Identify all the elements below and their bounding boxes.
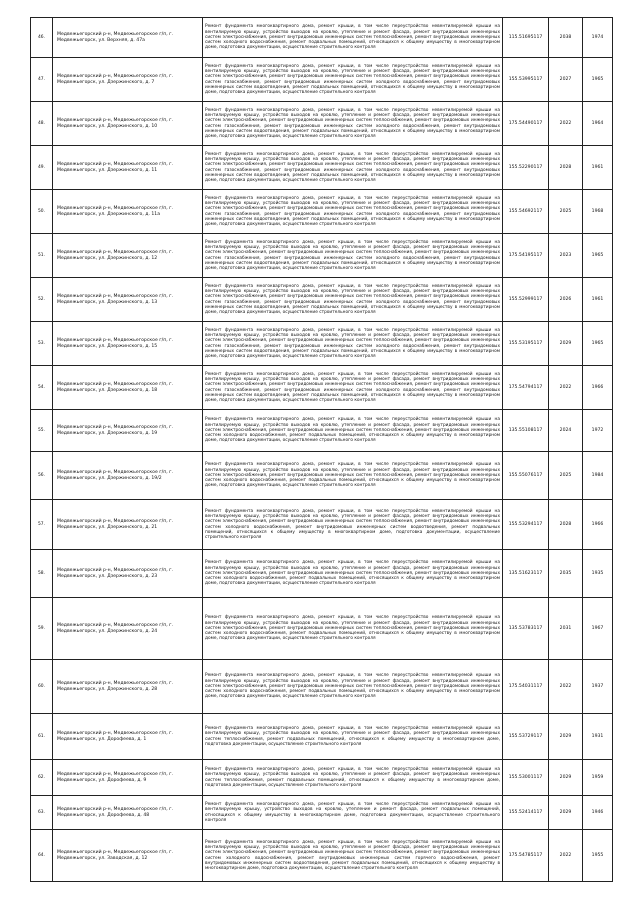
table-row: [31, 660, 613, 714]
row-number: 55.: [31, 410, 53, 452]
row-works: Ремонт фундамента многоквартирного дома, ремонт крыши, в том числе переустройство невентилируемой крыши на вентилируемую крышу, устройство выходов на кровлю, утепление и ремонт фасада, ремонт внутридомовых инженерных систем электроснабжения, ремонт внутридомовых инженерных систем теплоснабжения, ремонт внутридомовых инженерных систем холодного водоснабжения, ремонт подвальных помещений, относящихся к общему имуществу в многоквартирном доме, подготовка документации, осуществление строительного контроля: [203, 550, 503, 598]
row-works: Ремонт фундамента многоквартирного дома, ремонт крыши, в том числе переустройство невентилируемой крыши на вентилируемую крышу, устройство выходов на кровлю, утепление и ремонт фасада, ремонт внутридомовых инженерных систем электроснабжения, ремонт внутридомовых инженерных систем теплоснабжения, ремонт внутридомовых инженерных систем холодного водоснабжения, ремонт подвальных помещений, относящихся к общему имуществу в многоквартирном доме, подготовка документации, осуществление строительного контроля: [203, 660, 503, 714]
row-repair-year: 2027: [549, 58, 583, 102]
row-code: 135.53783117: [503, 598, 549, 660]
row-built-year: 1972: [583, 410, 613, 452]
row-repair-year: 2029: [549, 714, 583, 760]
row-address: Медвежьегорский р-н, Медвежьегорское г/п, г. Медвежьегорск, ул. Дзержинского, д. 11а: [53, 190, 203, 234]
row-works: Ремонт фундамента многоквартирного дома, ремонт крыши, в том числе переустройство невентилируемой крыши на вентилируемую крышу, устройство выходов на кровлю, утепление и ремонт фасада, ремонт внутридомовых инженерных систем электроснабжения, ремонт внутридомовых инженерных систем теплоснабжения, ремонт внутридомовых инженерных систем холодного водоснабжения, ремонт подвальных помещений, относящихся к общему имуществу в многоквартирном доме, подготовка документации, осуществление строительного контроля: [203, 410, 503, 452]
row-address: Медвежьегорский р-н, Медвежьегорское г/п, г. Медвежьегорск, ул. Дорофеева, д. 9: [53, 760, 203, 796]
row-built-year: 1955: [583, 830, 613, 882]
row-code: 135.51623117: [503, 550, 549, 598]
row-code: 155.55076117: [503, 452, 549, 500]
row-works: Ремонт фундамента многоквартирного дома, ремонт крыши, в том числе переустройство невентилируемой крыши на вентилируемую крышу, устройство выходов на кровлю, утепление и ремонт фасада, ремонт внутридомовых инженерных систем теплоснабжения, ремонт подвальных помещений, относящихся к общему имуществу в многоквартирном доме, подготовка документации, осуществление строительного контроля: [203, 760, 503, 796]
row-built-year: 1937: [583, 660, 613, 714]
row-repair-year: 2029: [549, 322, 583, 366]
table-row: [31, 18, 613, 58]
table-row: [31, 146, 613, 190]
table-row: [31, 58, 613, 102]
table-row: [31, 550, 613, 598]
row-address: Медвежьегорский р-н, Медвежьегорское г/п, г. Медвежьегорск, ул. Дорофеева, д. 1: [53, 714, 203, 760]
table-row: [31, 830, 613, 882]
table-row: [31, 190, 613, 234]
table-row: [31, 102, 613, 146]
row-code: 175.54490117: [503, 102, 549, 146]
row-built-year: 1966: [583, 366, 613, 410]
row-address: Медвежьегорский р-н, Медвежьегорское г/п, г. Медвежьегорск, ул. Дзержинского, д. 19: [53, 410, 203, 452]
row-repair-year: 2022: [549, 366, 583, 410]
row-number: 51.: [31, 234, 53, 278]
table-row: [31, 598, 613, 660]
row-repair-year: 2031: [549, 598, 583, 660]
row-number: 62.: [31, 760, 53, 796]
row-address: Медвежьегорский р-н, Медвежьегорское г/п, г. Медвежьегорск, ул. Дзержинского, д. 12: [53, 234, 203, 278]
row-works: Ремонт фундамента многоквартирного дома, ремонт крыши, в том числе переустройство невентилируемой крыши на вентилируемую крышу, устройство выходов на кровлю, утепление и ремонт фасада, ремонт внутридомовых инженерных систем электроснабжения, ремонт внутридомовых инженерных систем теплоснабжения, ремонт внутридомовых инженерных систем холодного водоснабжения, ремонт подвальных помещений, относящихся к общему имуществу в многоквартирном доме, подготовка документации, осуществление строительного контроля: [203, 18, 503, 58]
table-row: [31, 452, 613, 500]
row-code: 155.52290117: [503, 146, 549, 190]
row-repair-year: 2025: [549, 452, 583, 500]
row-built-year: 1974: [583, 18, 613, 58]
row-built-year: 1965: [583, 234, 613, 278]
row-number: 54.: [31, 366, 53, 410]
row-code: 155.53294117: [503, 500, 549, 550]
row-built-year: 1965: [583, 322, 613, 366]
row-works: Ремонт фундамента многоквартирного дома, ремонт крыши, в том числе переустройство невентилируемой крыши на вентилируемую крышу, устройство выходов на кровлю, утепление и ремонт фасада, ремонт внутридомовых инженерных систем электроснабжения, ремонт внутридомовых инженерных систем теплоснабжения, ремонт внутридомовых инженерных систем холодного водоснабжения, ремонт внутридомовых инженерных систем горячего водоснабжения, ремонт внутридомовых инженерных систем водоотведения, ремонт подвальных помещений, относящихся к общему имуществу в многоквартирном доме, подготовка документации, осуществление строительного контроля: [203, 830, 503, 882]
row-built-year: 1965: [583, 58, 613, 102]
row-address: Медвежьегорский р-н, Медвежьегорское г/п, г. Медвежьегорск, ул. Дорофеева, д. 48: [53, 796, 203, 830]
row-built-year: 1931: [583, 714, 613, 760]
row-repair-year: 2029: [549, 760, 583, 796]
row-works: Ремонт фундамента многоквартирного дома, ремонт крыши, в том числе переустройство невентилируемой крыши на вентилируемую крышу, устройство выходов на кровлю, утепление и ремонт фасада, ремонт внутридомовых инженерных систем электроснабжения, ремонт внутридомовых инженерных систем теплоснабжения, ремонт внутридомовых инженерных систем газоснабжения, ремонт внутридомовых инженерных систем холодного водоснабжения, ремонт внутридомовых инженерных систем водоотведения, ремонт подвальных помещений, относящихся к общему имуществу в многоквартирном доме, подготовка документации, осуществление строительного контроля: [203, 58, 503, 102]
table-row: [31, 500, 613, 550]
row-built-year: 1961: [583, 146, 613, 190]
row-number: 59.: [31, 598, 53, 660]
row-code: 155.53195117: [503, 322, 549, 366]
row-code: 155.53995117: [503, 58, 549, 102]
row-code: 175.54195117: [503, 234, 549, 278]
row-repair-year: 2038: [549, 18, 583, 58]
row-built-year: 1959: [583, 760, 613, 796]
row-code: 175.54785117: [503, 830, 549, 882]
row-works: Ремонт фундамента многоквартирного дома, ремонт крыши, в том числе переустройство невентилируемой крыши на вентилируемую крышу, устройство выходов на кровлю, утепление и ремонт фасада, ремонт подвальных помещений, относящихся к общему имуществу в многоквартирном доме, подготовка документации, осуществление строительного контроля: [203, 796, 503, 830]
table-row: [31, 760, 613, 796]
row-address: Медвежьегорский р-н, Медвежьегорское г/п, г. Медвежьегорск, ул. Дзержинского, д. 15: [53, 322, 203, 366]
row-code: 175.54031117: [503, 660, 549, 714]
row-code: 115.51695117: [503, 18, 549, 58]
row-code: 155.53001117: [503, 760, 549, 796]
row-address: Медвежьегорский р-н, Медвежьегорское г/п, г. Медвежьегорск, ул. Дзержинского, д. 24: [53, 598, 203, 660]
row-number: 58.: [31, 550, 53, 598]
row-address: Медвежьегорский р-н, Медвежьегорское г/п, г. Медвежьегорск, ул. Заводская, д. 12: [53, 830, 203, 882]
row-code: 155.52999117: [503, 278, 549, 322]
row-repair-year: 2022: [549, 660, 583, 714]
row-built-year: 1935: [583, 550, 613, 598]
row-number: 64.: [31, 830, 53, 882]
row-number: 49.: [31, 146, 53, 190]
document-sheet: [30, 17, 612, 882]
table-row: [31, 714, 613, 760]
row-address: Медвежьегорский р-н, Медвежьегорское г/п, г. Медвежьегорск, ул. Дзержинского, д. 28: [53, 660, 203, 714]
row-works: Ремонт фундамента многоквартирного дома, ремонт крыши, в том числе переустройство невентилируемой крыши на вентилируемую крышу, устройство выходов на кровлю, утепление и ремонт фасада, ремонт внутридомовых инженерных систем электроснабжения, ремонт внутридомовых инженерных систем теплоснабжения, ремонт внутридомовых инженерных систем газоснабжения, ремонт внутридомовых инженерных систем холодного водоснабжения, ремонт внутридомовых инженерных систем водоотведения, ремонт подвальных помещений, относящихся к общему имуществу в многоквартирном доме, подготовка документации, осуществление строительного контроля: [203, 102, 503, 146]
row-works: Ремонт фундамента многоквартирного дома, ремонт крыши, в том числе переустройство невентилируемой крыши на вентилируемую крышу, устройство выходов на кровлю, утепление и ремонт фасада, ремонт внутридомовых инженерных систем электроснабжения, ремонт внутридомовых инженерных систем теплоснабжения, ремонт внутридомовых инженерных систем газоснабжения, ремонт внутридомовых инженерных систем холодного водоснабжения, ремонт внутридомовых инженерных систем водоотведения, ремонт подвальных помещений, относящихся к общему имуществу в многоквартирном доме, подготовка документации, осуществление строительного контроля: [203, 322, 503, 366]
table-row: [31, 234, 613, 278]
row-works: Ремонт фундамента многоквартирного дома, ремонт крыши, в том числе переустройство невентилируемой крыши на вентилируемую крышу, устройство выходов на кровлю, утепление и ремонт фасада, ремонт внутридомовых инженерных систем электроснабжения, ремонт внутридомовых инженерных систем теплоснабжения, ремонт внутридомовых инженерных систем газоснабжения, ремонт внутридомовых инженерных систем холодного водоснабжения, ремонт внутридомовых инженерных систем водоотведения, ремонт подвальных помещений, относящихся к общему имуществу в многоквартирном доме, подготовка документации, осуществление строительного контроля: [203, 278, 503, 322]
row-repair-year: 2025: [549, 190, 583, 234]
row-address: Медвежьегорский р-н, Медвежьегорское г/п, г. Медвежьегорск, ул. Верхняя, д. 47а: [53, 18, 203, 58]
row-code: 175.54794117: [503, 366, 549, 410]
row-built-year: 1964: [583, 102, 613, 146]
row-number: 52.: [31, 278, 53, 322]
row-works: Ремонт фундамента многоквартирного дома, ремонт крыши, в том числе переустройство невентилируемой крыши на вентилируемую крышу, устройство выходов на кровлю, утепление и ремонт фасада, ремонт внутридомовых инженерных систем электроснабжения, ремонт внутридомовых инженерных систем теплоснабжения, ремонт внутридомовых инженерных систем холодного водоснабжения, ремонт подвальных помещений, относящихся к общему имуществу в многоквартирном доме, подготовка документации, осуществление строительного контроля: [203, 452, 503, 500]
row-built-year: 1946: [583, 796, 613, 830]
table-row: [31, 366, 613, 410]
row-address: Медвежьегорский р-н, Медвежьегорское г/п, г. Медвежьегорск, ул. Дзержинского, д. 10: [53, 102, 203, 146]
row-works: Ремонт фундамента многоквартирного дома, ремонт крыши, в том числе переустройство невентилируемой крыши на вентилируемую крышу, устройство выходов на кровлю, утепление и ремонт фасада, ремонт внутридомовых инженерных систем электроснабжения, ремонт внутридомовых инженерных систем теплоснабжения, ремонт внутридомовых инженерных систем холодного водоснабжения, ремонт подвальных помещений, относящихся к общему имуществу в многоквартирном доме, подготовка документации, осуществление строительного контроля: [203, 598, 503, 660]
row-repair-year: 2024: [549, 410, 583, 452]
table-row: [31, 322, 613, 366]
table-body: [31, 18, 613, 882]
row-repair-year: 2028: [549, 500, 583, 550]
row-works: Ремонт фундамента многоквартирного дома, ремонт крыши, в том числе переустройство невентилируемой крыши на вентилируемую крышу, устройство выходов на кровлю, утепление и ремонт фасада, ремонт внутридомовых инженерных систем электроснабжения, ремонт внутридомовых инженерных систем теплоснабжения, ремонт внутридомовых инженерных систем газоснабжения, ремонт внутридомовых инженерных систем холодного водоснабжения, ремонт внутридомовых инженерных систем водоотведения, ремонт подвальных помещений, относящихся к общему имуществу в многоквартирном доме, подготовка документации, осуществление строительного контроля: [203, 146, 503, 190]
row-repair-year: 2029: [549, 796, 583, 830]
row-repair-year: 2028: [549, 146, 583, 190]
row-works: Ремонт фундамента многоквартирного дома, ремонт крыши, в том числе переустройство невентилируемой крыши на вентилируемую крышу, устройство выходов на кровлю, утепление и ремонт фасада, ремонт внутридомовых инженерных систем электроснабжения, ремонт внутридомовых инженерных систем теплоснабжения, ремонт внутридомовых инженерных систем газоснабжения, ремонт внутридомовых инженерных систем холодного водоснабжения, ремонт внутридомовых инженерных систем водоотведения, ремонт подвальных помещений, относящихся к общему имуществу в многоквартирном доме, подготовка документации, осуществление строительного контроля: [203, 366, 503, 410]
row-repair-year: 2026: [549, 278, 583, 322]
table-row: [31, 278, 613, 322]
table-row: [31, 410, 613, 452]
row-number: 48.: [31, 102, 53, 146]
row-code: 155.53729117: [503, 714, 549, 760]
row-code: 155.52414117: [503, 796, 549, 830]
row-number: 61.: [31, 714, 53, 760]
row-number: 46.: [31, 18, 53, 58]
row-built-year: 1968: [583, 190, 613, 234]
row-repair-year: 2035: [549, 550, 583, 598]
row-built-year: 1961: [583, 278, 613, 322]
row-works: Ремонт фундамента многоквартирного дома, ремонт крыши, в том числе переустройство невентилируемой крыши на вентилируемую крышу, устройство выходов на кровлю, утепление и ремонт фасада, ремонт внутридомовых инженерных систем электроснабжения, ремонт внутридомовых инженерных систем теплоснабжения, ремонт внутридомовых инженерных систем газоснабжения, ремонт внутридомовых инженерных систем холодного водоснабжения, ремонт внутридомовых инженерных систем водоотведения, ремонт подвальных помещений, относящихся к общему имуществу в многоквартирном доме, подготовка документации, осуществление строительного контроля: [203, 190, 503, 234]
row-works: Ремонт фундамента многоквартирного дома, ремонт крыши, в том числе переустройство невентилируемой крыши на вентилируемую крышу, устройство выходов на кровлю, утепление и ремонт фасада, ремонт внутридомовых инженерных систем теплоснабжения, ремонт подвальных помещений, относящихся к общему имуществу в многоквартирном доме, подготовка документации, осуществление строительного контроля: [203, 714, 503, 760]
row-address: Медвежьегорский р-н, Медвежьегорское г/п, г. Медвежьегорск, ул. Дзержинского, д. 7: [53, 58, 203, 102]
row-built-year: 1967: [583, 598, 613, 660]
row-works: Ремонт фундамента многоквартирного дома, ремонт крыши, в том числе переустройство невентилируемой крыши на вентилируемую крышу, устройство выходов на кровлю, утепление и ремонт фасада, ремонт внутридомовых инженерных систем электроснабжения, ремонт внутридомовых инженерных систем теплоснабжения, ремонт внутридомовых инженерных систем холодного водоснабжения, ремонт внутридомовых инженерных систем водоотведения, ремонт подвальных помещений, относящихся к общему имуществу в многоквартирном доме, подготовка документации, осуществление строительного контроля: [203, 500, 503, 550]
row-code: 155.54692117: [503, 190, 549, 234]
row-number: 56.: [31, 452, 53, 500]
row-address: Медвежьегорский р-н, Медвежьегорское г/п, г. Медвежьегорск, ул. Дзержинского, д. 23: [53, 550, 203, 598]
row-repair-year: 2022: [549, 830, 583, 882]
row-number: 47.: [31, 58, 53, 102]
row-number: 63.: [31, 796, 53, 830]
row-address: Медвежьегорский р-н, Медвежьегорское г/п, г. Медвежьегорск, ул. Дзержинского, д. 19/2: [53, 452, 203, 500]
table-row: [31, 796, 613, 830]
row-repair-year: 2022: [549, 102, 583, 146]
row-address: Медвежьегорский р-н, Медвежьегорское г/п, г. Медвежьегорск, ул. Дзержинского, д. 21: [53, 500, 203, 550]
row-repair-year: 2023: [549, 234, 583, 278]
row-code: 135.55108117: [503, 410, 549, 452]
row-works: Ремонт фундамента многоквартирного дома, ремонт крыши, в том числе переустройство невентилируемой крыши на вентилируемую крышу, устройство выходов на кровлю, утепление и ремонт фасада, ремонт внутридомовых инженерных систем электроснабжения, ремонт внутридомовых инженерных систем теплоснабжения, ремонт внутридомовых инженерных систем газоснабжения, ремонт внутридомовых инженерных систем холодного водоснабжения, ремонт внутридомовых инженерных систем водоотведения, ремонт подвальных помещений, относящихся к общему имуществу в многоквартирном доме, подготовка документации, осуществление строительного контроля: [203, 234, 503, 278]
row-number: 57.: [31, 500, 53, 550]
row-address: Медвежьегорский р-н, Медвежьегорское г/п, г. Медвежьегорск, ул. Дзержинского, д. 18: [53, 366, 203, 410]
row-built-year: 1984: [583, 452, 613, 500]
row-number: 50.: [31, 190, 53, 234]
row-address: Медвежьегорский р-н, Медвежьегорское г/п, г. Медвежьегорск, ул. Дзержинского, д. 11: [53, 146, 203, 190]
row-address: Медвежьегорский р-н, Медвежьегорское г/п, г. Медвежьегорск, ул. Дзержинского, д. 13: [53, 278, 203, 322]
repair-program-table: [30, 17, 613, 882]
row-built-year: 1966: [583, 500, 613, 550]
row-number: 60.: [31, 660, 53, 714]
row-number: 53.: [31, 322, 53, 366]
